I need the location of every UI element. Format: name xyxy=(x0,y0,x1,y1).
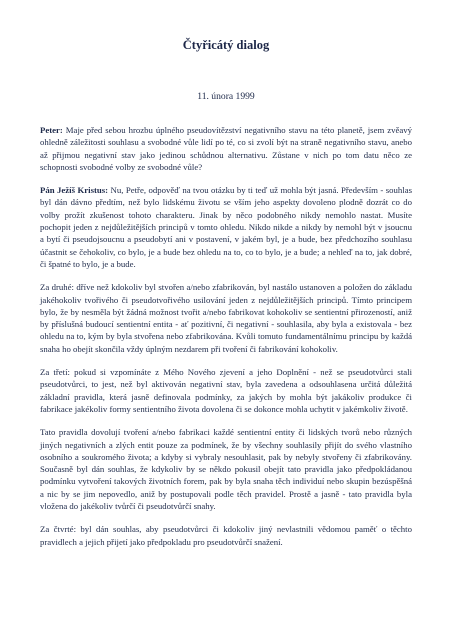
paragraph-5 xyxy=(40,426,412,512)
paragraph-2 xyxy=(40,184,412,270)
paragraph-4 xyxy=(40,366,412,415)
paragraph-text: Za druhé: dříve než kdokoliv byl stvořen a/nebo zfabrikován, byl nastálo ustanoven a položen do základu jakéhokoliv tvořivého či pseudotvořivého usilování jeden z nejdůležitějších principů. Tímto principem bylo, že by nesměla být žádná možnost tvořit a/nebo fabrikovat kohokoliv se sentientní přirozeností, aniž by příslušná budoucí sentientní entita - ať pozitivní, či negativní - souhlasila, aby byla a existovala - bez ohledu na to, kým by byla stvořena nebo zfabrikována. Kvůli tomuto fundamentálnímu principu by každá snaha ho obejít skončila vždy úplným nezdarem při tvoření či fabrikování kohokoliv. xyxy=(40,282,412,354)
document-title: Čtyřicátý dialog xyxy=(182,38,270,52)
paragraph-text: Nu, Petře, odpověď na tvou otázku by ti teď už mohla být jasná. Především - souhlas byl dán dávno předtím, než bylo lidskému životu se vším jeho aspekty dovoleno plodně dozrát co do volby prožít zkušenost tohoto charakteru. Jinak by něco podobného nikdy nemohlo nastat. Musíte pochopit jeden z nejdůležitějších principů v tomto ohledu. Nikdo nikde a nikdy by nemohl být v jsoucnu a bytí či pseudojsoucnu a pseudobytí ani v postavení, v jakém byl, je a bude, bez předchozího souhlasu účastnit se čehokoliv, co bylo, je a bude bez ohledu na to, co to bylo, je a bude; a nehleď na to, jak dobré, či špatné to bylo, je a bude. xyxy=(40,185,412,269)
paragraph-text: Tato pravidla dovolují tvoření a/nebo fabrikaci každé sentientní entity či lidských tvorů nebo různých jiných negativních a zlých entit pouze za podmínek, že by všechny souhlasily přijít do svého vlastního osobního a soukromého života; a kdyby si vybraly nesouhlasit, pak by nebyly stvořeny či zfabrikovány. Současně byl dán souhlas, že kdykoliv by se někdo pokusil obejít tato pravidla jako předpokládanou podmínku vytvoření takových životních forem, pak by byla snaha těch individuí nebo skupin bezúspěšná a nic by se jim nepovedlo, aniž by postupovali podle těch pravidel. Prostě a jasně - tato pravidla byla vložena do jakékoliv tvůrčí či pseudotvůrčí snahy. xyxy=(40,427,412,512)
paragraph-6 xyxy=(40,523,412,548)
document-date: 11. února 1999 xyxy=(197,91,255,102)
speaker-label: Peter: xyxy=(40,125,63,135)
paragraph-text: Maje před sebou hrozbu úplného pseudovítězství negativního stavu na této planetě, jsem zvěavý ohledně záležitosti souhlasu a svobodné vůle lidí po té, co si zvolí být na straně negativního stavu, anebo až přijmou negativní stav jako jedinou schůdnou alternativu. Zůstane v nich po tom datu něco ze schopnosti svobodné volby ze svobodné vůle? xyxy=(40,125,412,172)
paragraph-text: Za třetí: pokud si vzpomínáte z Mého Nového zjevení a jeho Doplnění - než se pseudotvůrci stali pseudotvůrci, to jest, než byl aktivován negativní stav, byla zavedena a odsouhlasena určitá důležitá základní pravidla, která jasně definovala podmínky, za jakých by mohla být jakákoliv produkce či fabrikace jakékoliv formy sentientního života dovolena či se dokonce mohla uchytit v jakémkoliv životě. xyxy=(40,367,412,414)
paragraph-1 xyxy=(40,124,412,173)
paragraph-text: Za čtvrté: byl dán souhlas, aby pseudotvůrci či kdokoliv jiný nevlastnili vědomou paměť o těchto pravidlech a jejich přijetí jako předpokladu pro pseudotvůrčí snažení. xyxy=(40,524,412,547)
paragraph-3 xyxy=(40,281,412,355)
speaker-label: Pán Ježíš Kristus: xyxy=(40,185,109,196)
